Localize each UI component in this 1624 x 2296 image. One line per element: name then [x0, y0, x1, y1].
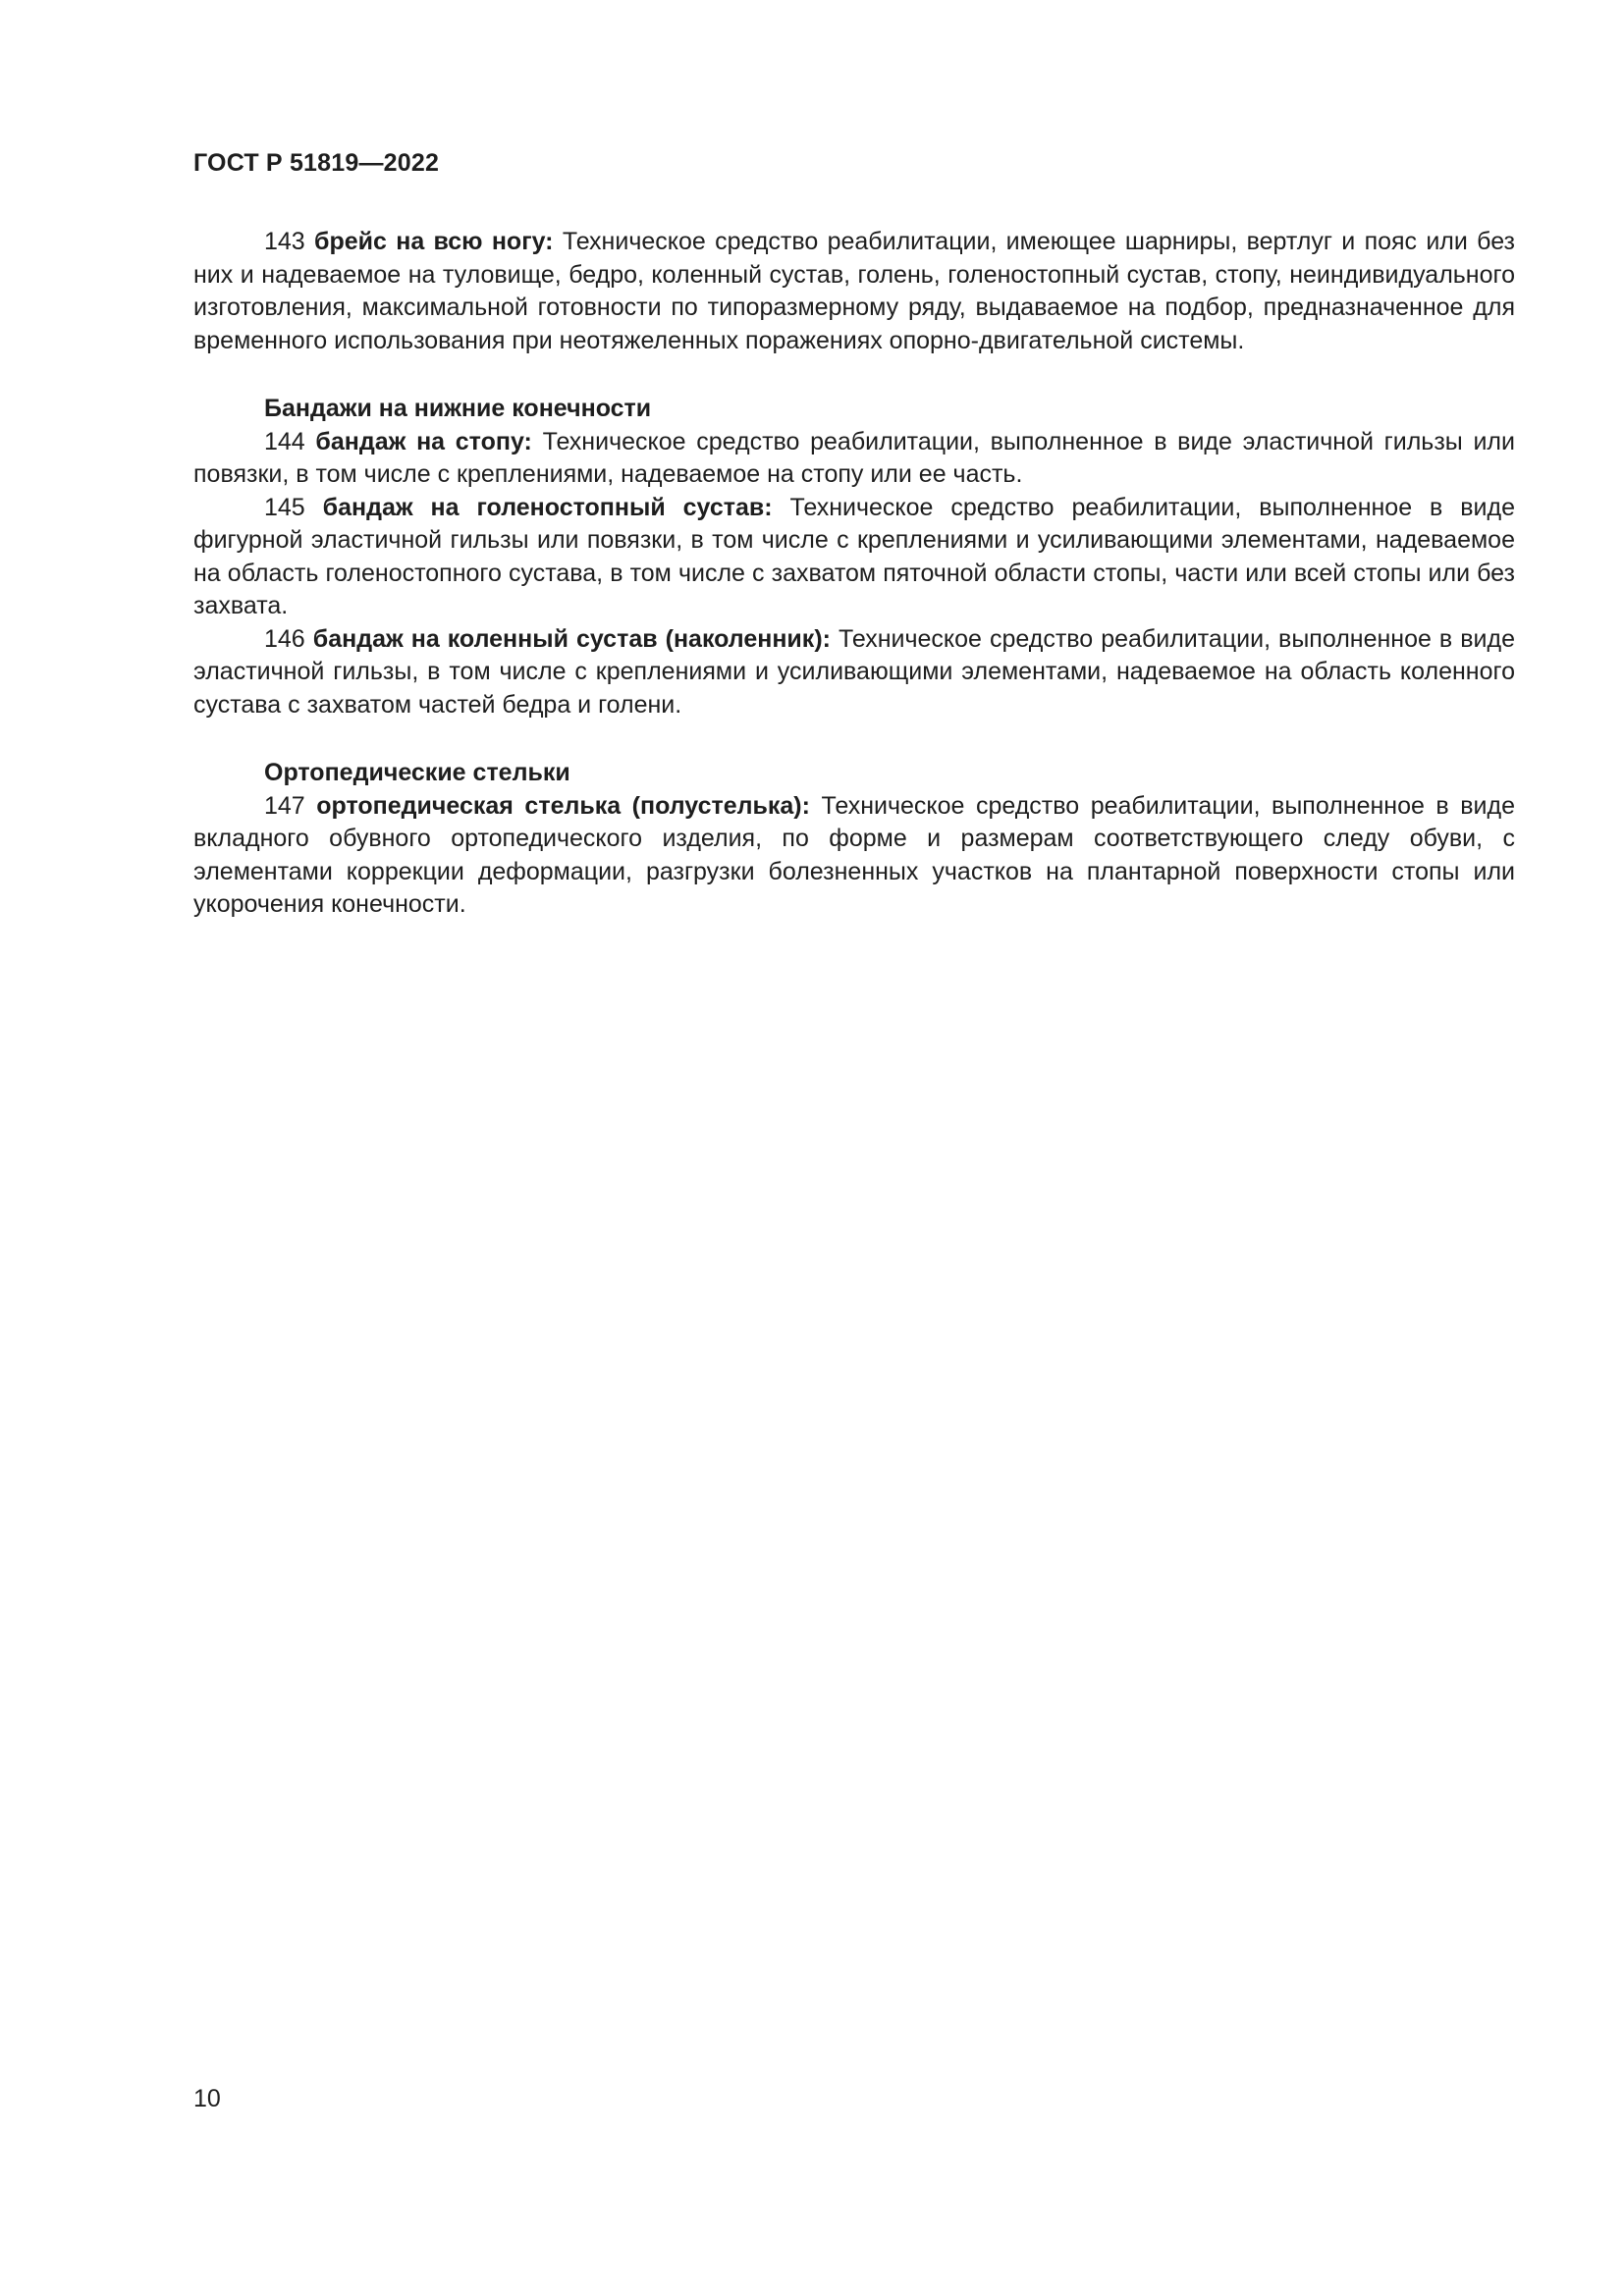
spacer	[193, 357, 1515, 393]
entry-term: брейс на всю ногу:	[314, 228, 554, 255]
spacer	[193, 721, 1515, 757]
entry-definition: Техническое средство реабилитации, выполненное в виде эластичной гильзы или повязки, в том числе с креплениями, надеваемое на стопу или ее часть.	[193, 427, 1515, 488]
entry-term: бандаж на коленный сустав (наколенник):	[312, 624, 831, 653]
entry-term: ортопедическая стелька (полустелька):	[316, 791, 810, 820]
entry-number: 146	[264, 624, 305, 653]
entry-term: бандаж на стопу:	[315, 427, 532, 455]
document-header: ГОСТ Р 51819—2022	[193, 149, 440, 177]
entry-term: бандаж на голеностопный сустав:	[322, 493, 773, 521]
entry-definition: Техническое средство реабилитации, выполненное в виде фигурной эластичной гильзы или повязки, в том числе с креплениями и усиливающими элементами, надеваемое на область голеностопного сустава, в том числе с захватом пяточной области стопы, части или всей стопы или без захвата.	[193, 493, 1515, 619]
entry-definition: Техническое средство реабилитации, выполненное в виде эластичной гильзы, в том числе с креплениями и усиливающими элементами, надеваемое на область коленного сустава с захватом частей бедра и голени.	[193, 624, 1515, 719]
entry-number: 145	[264, 493, 305, 521]
entry-146	[193, 623, 1515, 722]
entry-number: 144	[264, 427, 305, 455]
entry-number: 147	[264, 791, 305, 820]
page-number: 10	[193, 2085, 221, 2112]
entry-145	[193, 492, 1515, 623]
entry-definition: Техническое средство реабилитации, выполненное в виде вкладного обувного ортопедического изделия, по форме и размерам соответствующего следу обуви, с элементами коррекции деформации, разгрузки болезненных участков на плантарной поверхности стопы или укорочения конечности.	[193, 791, 1515, 918]
section-title-bandages: Бандажи на нижние конечности	[264, 395, 652, 422]
entry-147	[193, 790, 1515, 922]
entry-definition: Техническое средство реабилитации, имеющее шарниры, вертлуг и пояс или без них и надеваемое на туловище, бедро, коленный сустав, голень, голеностопный сустав, стопу, неиндивидуального изготовления, максимальной готовности по типоразмерному ряду, выдаваемое на подбор, предназначенное для временного использования при неотяжеленных поражениях опорно-двигательной системы.	[193, 228, 1516, 354]
entry-number: 143	[264, 228, 305, 255]
document-body	[193, 226, 1515, 922]
entry-144	[193, 426, 1515, 492]
entry-143	[193, 226, 1515, 357]
section-title-insoles: Ортопедические стельки	[264, 759, 570, 786]
